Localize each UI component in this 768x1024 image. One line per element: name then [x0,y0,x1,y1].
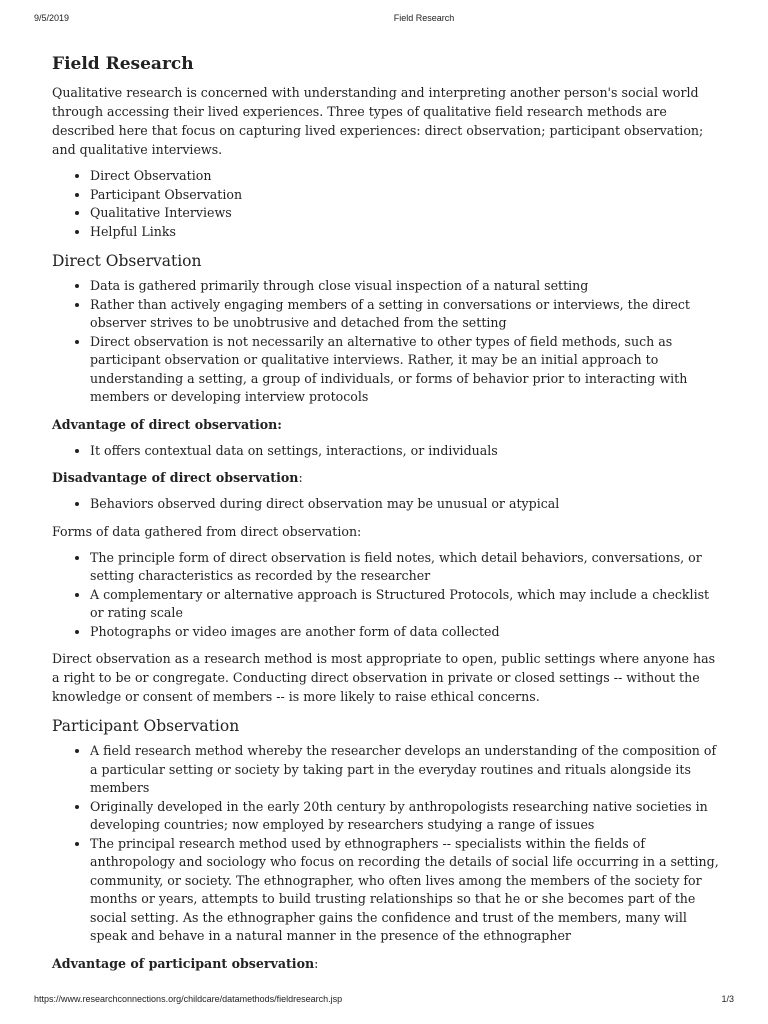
toc-link-participant-observation[interactable]: • Participant Observation [90,186,720,205]
toc-link-qualitative-interviews[interactable]: • Qualitative Interviews [90,204,720,223]
toc-link-direct-observation[interactable]: • Direct Observation [90,167,720,186]
list-item: • It offers contextual data on settings, interactions, or individuals [90,442,720,461]
direct-observation-closing: Direct observation as a research method is most appropriate to open, public settings where anyone has a right to be or congregate. Conducting direct observation in private or closed settings -- without the knowledge or consent of members -- is more likely to raise ethical concerns. [52,651,716,704]
disadvantage-direct-list [52,495,720,514]
advantage-participant-heading: Advantage of participant observation: [52,955,319,971]
print-date: 9/5/2019 [34,13,70,23]
section-heading-participant-observation: Participant Observation [52,717,240,735]
advantage-direct-list [52,442,720,461]
participant-observation-list [52,742,720,946]
direct-observation-list [52,277,720,407]
list-item: • Data is gathered primarily through close visual inspection of a natural setting [90,277,720,296]
disadvantage-direct-heading: Disadvantage of direct observation: [52,470,303,485]
toc-link-helpful-links[interactable]: • Helpful Links [90,223,720,242]
list-item: • A field research method whereby the researcher develops an understanding of the composition of a particular setting or society by taking part in the everyday routines and rituals alongside its members [90,742,720,798]
forms-of-data-list [52,549,720,642]
disadvantage-direct-label: Disadvantage of direct observation [52,470,299,485]
list-item: • Rather than actively engaging members of a setting in conversations or interviews, the direct observer strives to be unobtrusive and detached from the setting [90,296,720,333]
intro-paragraph: Qualitative research is concerned with understanding and interpreting another person's social world through accessing their lived experiences. Three types of qualitative field research methods are described here that focus on capturing lived experiences: direct observation; participant observation; and qualitative interviews. [52,85,704,157]
list-item: • Behaviors observed during direct observation may be unusual or atypical [90,495,720,514]
print-title: Field Research [393,13,455,23]
advantage-direct-label: Advantage of direct observation [52,416,278,432]
list-item: • Originally developed in the early 20th century by anthropologists researching native societies in developing countries; now employed by researchers studying a range of issues [90,798,720,835]
table-of-contents [52,167,720,241]
advantage-participant-label: Advantage of participant observation [52,955,315,971]
article [52,53,720,981]
page-number: 1/3 [721,994,734,1004]
list-item: • The principle form of direct observation is field notes, which detail behaviors, conversations, or setting characteristics as recorded by the researcher [90,549,720,586]
list-item: • A complementary or alternative approach is Structured Protocols, which may include a checklist or rating scale [90,586,720,623]
advantage-direct-heading: Advantage of direct observation: [52,416,282,432]
list-item: • Direct observation is not necessarily an alternative to other types of field methods, such as participant observation or qualitative interviews. Rather, it may be an initial approach to understanding a setting, a group of individuals, or forms of behavior prior to interacting with members or developing interview protocols [90,333,720,407]
list-item: • The principal research method used by ethnographers -- specialists within the fields of anthropology and sociology who focus on recording the details of social life occurring in a setting, community, or society. The ethnographer, who often lives among the members of the society for months or years, attempts to build trusting relationships so that he or she becomes part of the social setting. As the ethnographer gains the confidence and trust of the members, many will speak and behave in a natural manner in the presence of the ethnographer [90,835,720,946]
print-url: https://www.researchconnections.org/childcare/datamethods/fieldresearch.jsp [34,994,343,1004]
list-item: • Photographs or video images are another form of data collected [90,623,720,642]
forms-of-data-label: Forms of data gathered from direct observation: [52,523,362,539]
page-title: Field Research [52,54,194,74]
section-heading-direct-observation: Direct Observation [52,252,202,270]
